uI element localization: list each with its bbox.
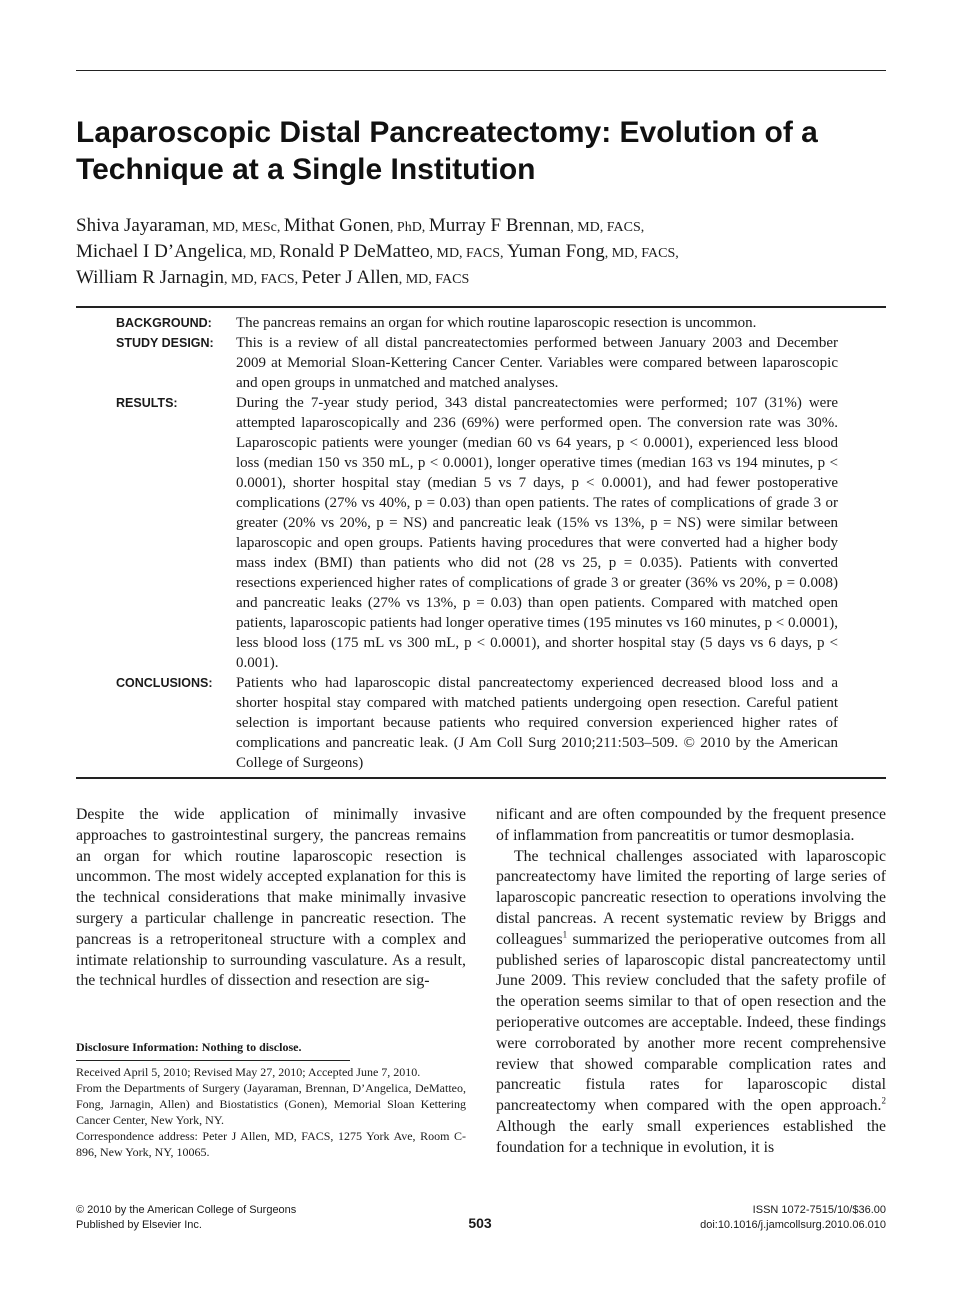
- reference-marker[interactable]: 1: [562, 929, 568, 940]
- abstract-text: The pancreas remains an organ for which routine laparoscopic resection is uncommon.: [236, 315, 757, 331]
- body-text: The technical challenges associated with laparoscopic pancreatectomy have limited the reporting of large series of laparoscopic pancreatic resection to operations involving the distal pancreas. A recent systematic review by Briggs and colleagues: [496, 847, 886, 948]
- abstract-text: During the 7-year study period, 343 distal pancreatectomies were performed; 107 (31%) were attempted laparoscopically and 236 (69%) were performed open. The conversion rate was 30%. Laparoscopic patients were younger (median 60 vs 64 years, p < 0.0001), experienced less blood loss (median 150 vs 350 mL, p < 0.0001), longer operative times (median 163 vs 194 minutes, p < 0.0001), shorter hospital stay (median 5 vs 7 days, p < 0.0001), and had fewer postoperative complications (27% vs 40%, p = 0.03) than open patients. The rates of complications of grade 3 or greater (20% vs 20%, p = NS) and pancreatic leak (15% vs 13%, p = NS) were similar between laparoscopic and open groups. Patients having procedures that were converted had a higher body mass index (BMI) than patients who did not (28 vs 25, p = 0.035). Patients with converted resections experienced higher rates of complications of grade 3 or greater (36% vs 20%, p = 0.008) and pancreatic leaks (27% vs 13%, p = 0.03) than open patients. Compared with matched open patients, laparoscopic patients had longer operative times (195 minutes vs 160 minutes, p < 0.0001), less blood loss (175 mL vs 300 mL, p < 0.0001), and shorter hospital stay (5 days vs 6 days, p < 0.001).: [236, 395, 838, 671]
- author-line-1: [76, 214, 886, 240]
- footnotes: [76, 1064, 466, 1160]
- footnote-affiliation: From the Departments of Surgery (Jayaraman, Brennan, D’Angelica, DeMatteo, Fong, Jarnagin, Allen) and Biostatistics (Gonen), Memorial Sloan Kettering Cancer Center, New York, NY.: [76, 1081, 466, 1127]
- footnote-received: Received April 5, 2010; Revised May 27, 2010; Accepted June 7, 2010.: [76, 1065, 421, 1079]
- author-list: [76, 214, 886, 292]
- author-line-3: [76, 266, 886, 292]
- abstract-top-rule: [76, 306, 886, 308]
- abstract-label: STUDY DESIGN:: [116, 336, 214, 350]
- page-number: 503: [468, 1215, 492, 1231]
- abstract-results: [116, 393, 838, 673]
- author-name: Peter J Allen: [301, 267, 399, 288]
- body-column-left: [76, 805, 466, 992]
- author-degrees: , MD, FACS: [398, 272, 470, 287]
- footer-left: [76, 1203, 376, 1233]
- body-paragraph: nificant and are often compounded by the frequent presence of inflammation from pancreatitis or tumor desmoplasia.: [496, 806, 886, 844]
- body-column-right: [496, 805, 886, 1159]
- author-line-2: [76, 240, 886, 266]
- article-title: Laparoscopic Distal Pancreatectomy: Evolution of a Technique at a Single Institution: [76, 116, 818, 186]
- abstract-study-design: [116, 333, 838, 393]
- author-name: Shiva Jayaraman: [76, 215, 206, 236]
- disclosure-note: Disclosure Information: Nothing to disclose.: [76, 1040, 302, 1054]
- abstract-background: [116, 313, 838, 333]
- footer-right: [586, 1203, 886, 1233]
- author-name: Mithat Gonen: [283, 215, 390, 236]
- body-paragraph: [496, 847, 886, 1159]
- abstract-text: This is a review of all distal pancreatectomies performed between January 2003 and December 2009 at Memorial Sloan-Kettering Cancer Center. Variables were compared between laparoscopic and open groups in unmatched and matched analyses.: [236, 335, 838, 391]
- body-text: summarized the perioperative outcomes from all published series of laparoscopic distal pancreatectomy until June 2009. This review concluded that the safety profile of the operation seems similar to that of open resection and the perioperative outcomes are acceptable. Indeed, these findings were corroborated by another more recent comprehensive review that showed comparable complication rates and pancreatic fistula rates for laparoscopic distal pancreatectomy when compared with the open approach.: [496, 930, 886, 1115]
- author-name: Ronald P DeMatteo: [279, 241, 430, 262]
- footnote-correspondence: Correspondence address: Peter J Allen, MD, FACS, 1275 York Ave, Room C-896, New York, NY, 10065.: [76, 1129, 466, 1159]
- author-name: Murray F Brennan: [428, 215, 571, 236]
- author-degrees: , MD, FACS,: [604, 246, 679, 261]
- footnote-rule: [76, 1060, 350, 1061]
- body-paragraph: Despite the wide application of minimally invasive approaches to gastrointestinal surgery, the pancreas remains an organ for which routine laparoscopic resection is uncommon. The most widely accepted explanation for this is the technical considerations that make minimally invasive surgery a particular challenge in pancreatic resection. The pancreas is a retroperitoneal structure with a complex and intimate relationship to surrounding vasculature. As a result, the technical hurdles of dissection and resection are sig-: [76, 806, 466, 990]
- author-degrees: , PhD,: [389, 220, 429, 235]
- author-degrees: , MD, FACS,: [224, 272, 302, 287]
- author-degrees: , MD,: [242, 246, 280, 261]
- author-degrees: , MD, FACS,: [429, 246, 508, 261]
- footer-publisher: Published by Elsevier Inc.: [76, 1219, 202, 1231]
- author-name: Michael I D’Angelica: [76, 241, 243, 262]
- top-rule: [76, 70, 886, 71]
- author-degrees: , MD, MESc,: [205, 220, 284, 235]
- abstract-bottom-rule: [76, 777, 886, 779]
- author-degrees: , MD, FACS,: [570, 220, 645, 235]
- author-name: William R Jarnagin: [76, 267, 225, 288]
- author-name: Yuman Fong: [507, 241, 605, 262]
- footer-copyright: © 2010 by the American College of Surgeons: [76, 1204, 297, 1216]
- reference-marker[interactable]: 2: [881, 1095, 886, 1106]
- footer-doi: doi:10.1016/j.jamcollsurg.2010.06.010: [700, 1219, 886, 1231]
- abstract-label: CONCLUSIONS:: [116, 676, 213, 690]
- body-text: Although the early small experiences established the foundation for a technique in evolution, it is: [496, 1117, 886, 1156]
- abstract-conclusions: [116, 673, 838, 773]
- footer-issn: ISSN 1072-7515/10/$36.00: [752, 1204, 886, 1216]
- abstract: [116, 313, 838, 773]
- abstract-text: Patients who had laparoscopic distal pancreatectomy experienced decreased blood loss and a shorter hospital stay compared with matched patients undergoing open resection. Careful patient selection is important because patients who required conversion experienced higher rates of complications and pancreatic leak. (J Am Coll Surg 2010;211:503–509. © 2010 by the American College of Surgeons): [236, 675, 838, 771]
- abstract-label: RESULTS:: [116, 396, 178, 410]
- abstract-label: BACKGROUND:: [116, 316, 212, 330]
